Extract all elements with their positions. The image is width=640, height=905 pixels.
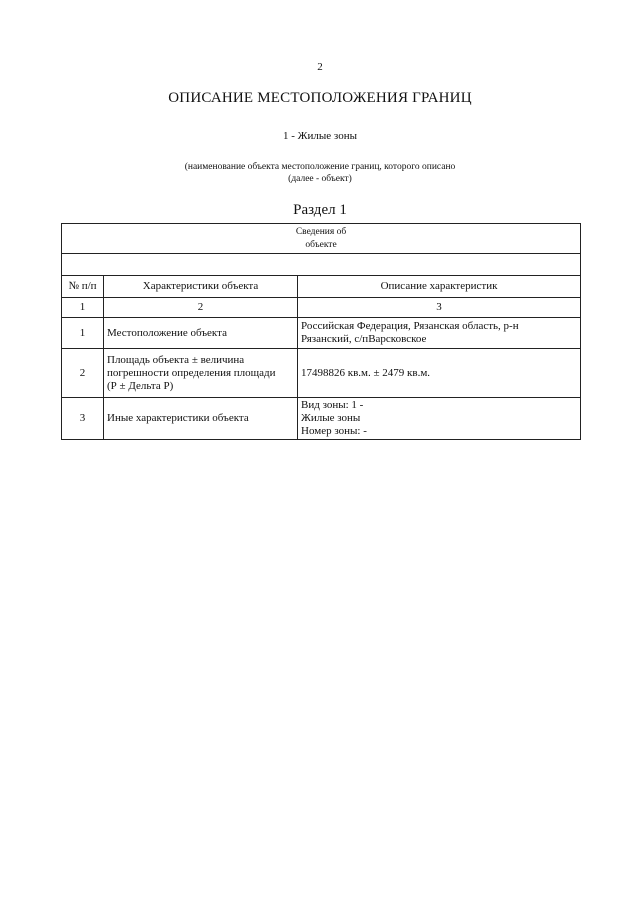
- object-info-table: [61, 223, 581, 440]
- table-caption-cell: [62, 224, 581, 254]
- column-number-2: 2: [104, 298, 298, 318]
- object-caption: [0, 161, 640, 185]
- row-2-characteristic-line-2: погрешности определения площади: [107, 366, 276, 379]
- row-1-num: 1: [62, 318, 104, 349]
- table-row: [62, 349, 581, 398]
- table-caption-line-2: объекте: [305, 239, 337, 250]
- column-number-3: 3: [298, 298, 581, 318]
- column-number-1: 1: [62, 298, 104, 318]
- object-name: 1 - Жилые зоны: [283, 130, 357, 142]
- row-3-description-line-2: Жилые зоны: [301, 412, 361, 424]
- table-caption-line-1: Сведения об: [295, 226, 347, 237]
- header-characteristic: Характеристики объекта: [104, 276, 298, 298]
- row-2-characteristic-line-3: (Р ± Дельта Р): [107, 379, 174, 392]
- row-2-characteristic-line-1: Площадь объекта ± величина: [107, 353, 245, 366]
- table-empty-cell: [62, 254, 581, 276]
- table-row: [62, 398, 581, 440]
- header-description: Описание характеристик: [298, 276, 581, 298]
- row-1-characteristic: Местоположение объекта: [104, 318, 298, 349]
- row-3-description: [298, 398, 581, 440]
- document-title: ОПИСАНИЕ МЕСТОПОЛОЖЕНИЯ ГРАНИЦ: [168, 90, 472, 106]
- object-caption-line-1: (наименование объекта местоположение границ, которого описано: [184, 162, 456, 172]
- page-number: 2: [317, 61, 323, 73]
- row-2-characteristic: [104, 349, 298, 398]
- object-caption-line-2: (далее - объект): [288, 174, 352, 184]
- row-3-description-line-1: Вид зоны: 1 -: [301, 399, 364, 411]
- row-2-num: 2: [62, 349, 104, 398]
- row-3-description-line-3: Номер зоны: -: [301, 425, 367, 437]
- column-number-row: [62, 298, 581, 318]
- table-header-row: [62, 276, 581, 298]
- table-row: [62, 318, 581, 349]
- row-3-characteristic: Иные характеристики объекта: [104, 398, 298, 440]
- row-1-description-line-2: Рязанский, с/пВарсковское: [301, 333, 427, 345]
- row-1-description: [298, 318, 581, 349]
- section-title: Раздел 1: [293, 202, 347, 218]
- table-empty-row: [62, 254, 581, 276]
- header-num: № п/п: [62, 276, 104, 298]
- table-caption-row: [62, 224, 581, 254]
- row-3-num: 3: [62, 398, 104, 440]
- row-2-description: 17498826 кв.м. ± 2479 кв.м.: [298, 349, 581, 398]
- row-1-description-line-1: Российская Федерация, Рязанская область, р-н: [301, 320, 519, 332]
